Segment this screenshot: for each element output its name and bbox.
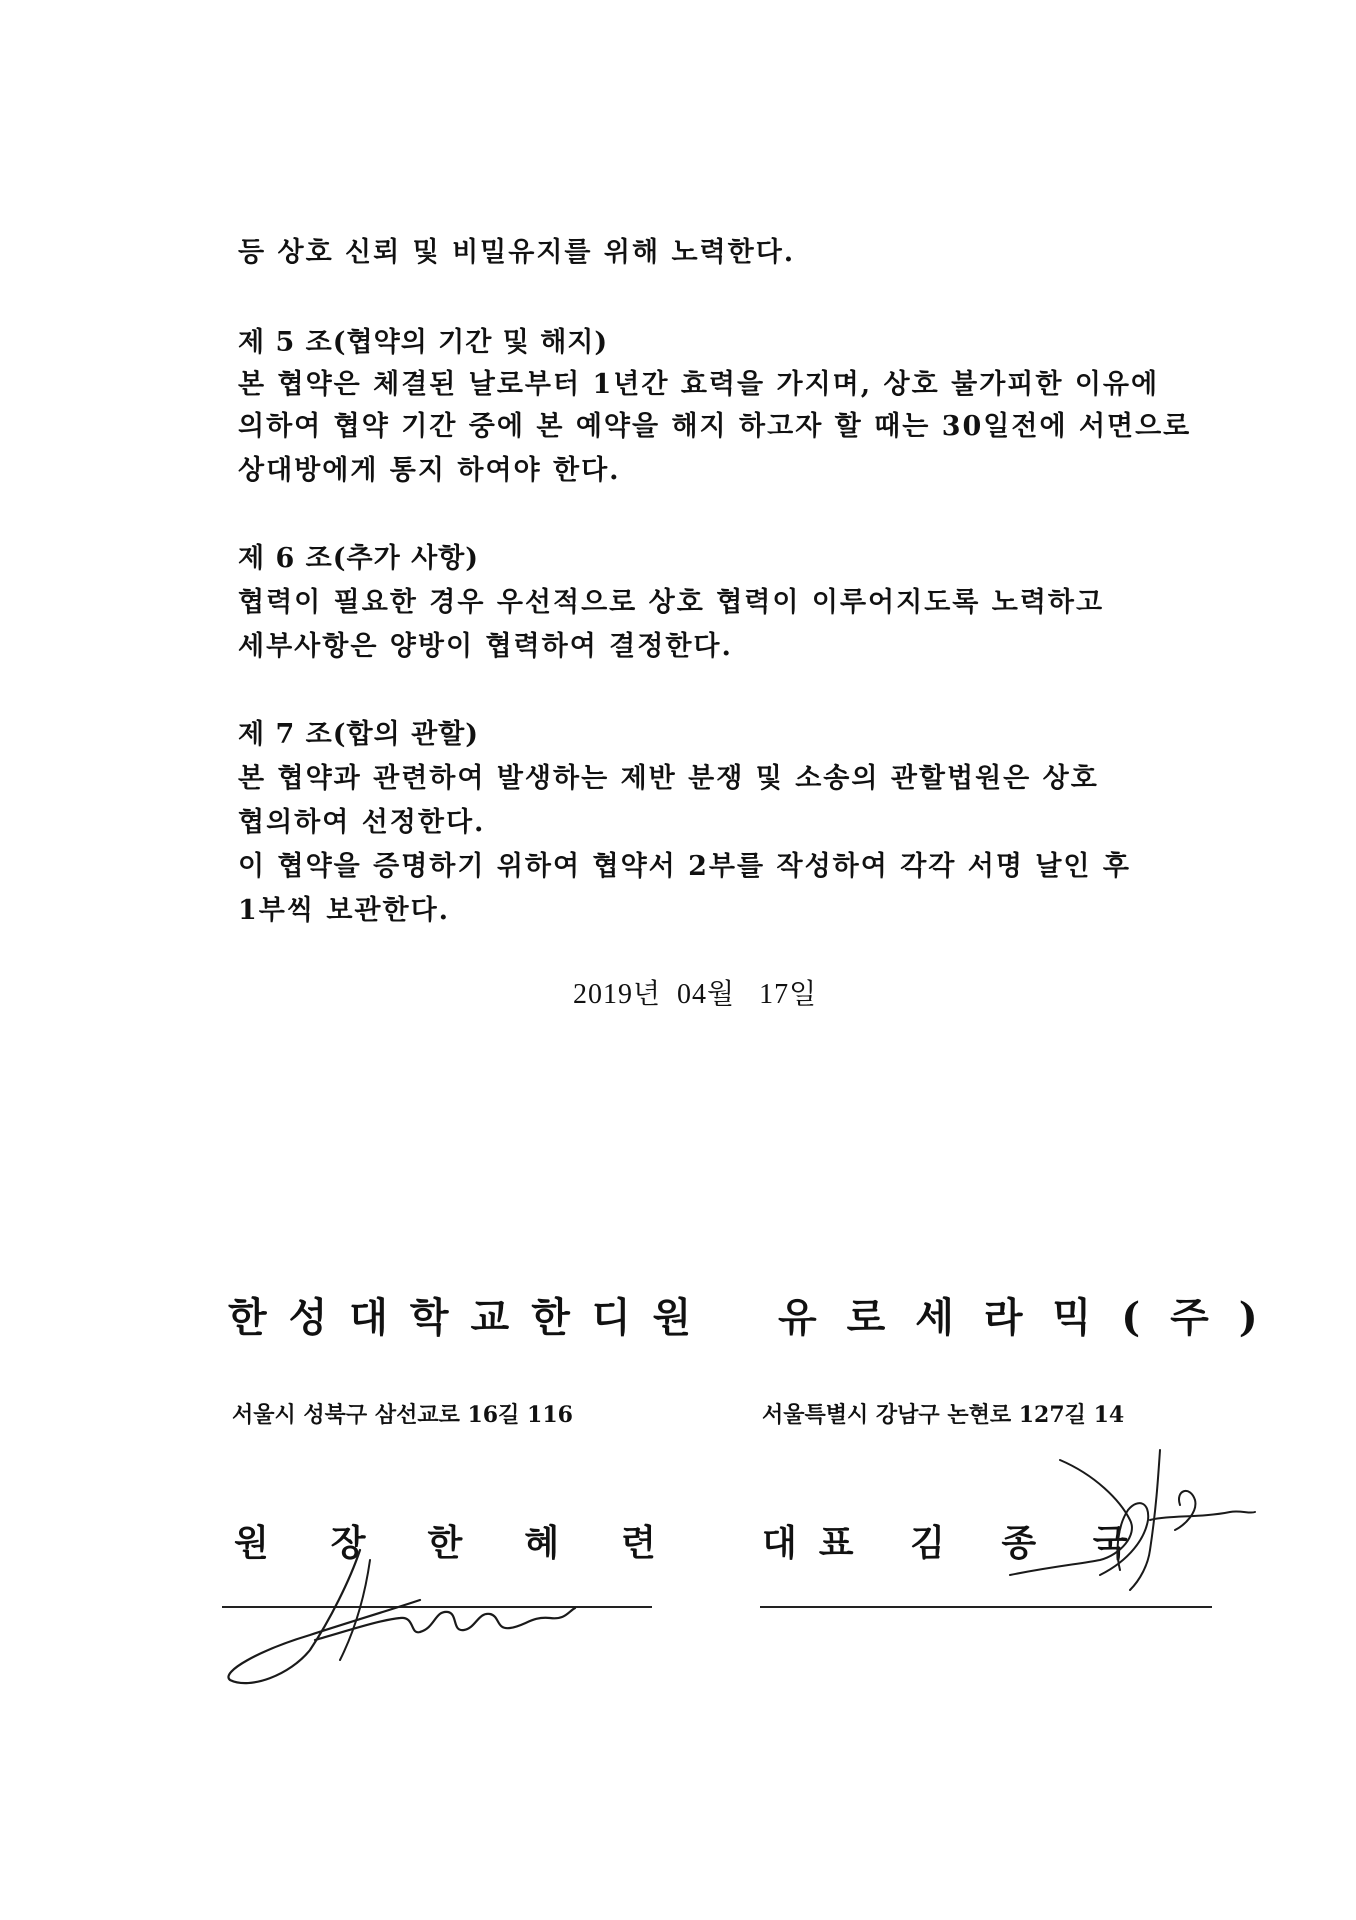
article7-line-3: 이 협약을 증명하기 위하여 협약서 2부를 작성하여 각각 서명 날인 후 xyxy=(238,851,1131,882)
article5-line-3: 상대방에게 통지 하여야 한다. xyxy=(238,455,621,486)
right-party-name: 유로세라믹(주) xyxy=(778,1294,1288,1341)
agreement-date: 2019년 04월 17일 xyxy=(573,979,818,1010)
article7-line-4: 1부씩 보관한다. xyxy=(238,895,451,926)
article6-line-1: 협력이 필요한 경우 우선적으로 상호 협력이 이루어지도록 노력하고 xyxy=(238,587,1105,618)
left-party-address: 서울시 성북구 삼선교로 16길 116 xyxy=(232,1402,573,1428)
right-signer: 대표 김 종 국 xyxy=(762,1522,1150,1564)
article7-heading: 제 7 조(합의 관할) xyxy=(238,719,480,750)
article5-heading: 제 5 조(협약의 기간 및 해지) xyxy=(238,327,609,358)
article5-line-1: 본 협약은 체결된 날로부터 1년간 효력을 가지며, 상호 불가피한 이유에 xyxy=(238,369,1160,400)
intro-line: 등 상호 신뢰 및 비밀유지를 위해 노력한다. xyxy=(238,237,796,268)
article6-heading: 제 6 조(추가 사항) xyxy=(238,543,480,574)
article6-line-2: 세부사항은 양방이 협력하여 결정한다. xyxy=(238,631,733,662)
article5-line-2: 의하여 협약 기간 중에 본 예약을 해지 하고자 할 때는 30일전에 서면으로 xyxy=(238,411,1192,442)
left-signer: 원장한혜련 xyxy=(234,1522,718,1564)
article7-line-2: 협의하여 선정한다. xyxy=(238,807,486,838)
article7-line-1: 본 협약과 관련하여 발생하는 제반 분쟁 및 소송의 관할법원은 상호 xyxy=(238,763,1099,794)
right-handwritten-signature xyxy=(1000,1440,1260,1610)
left-party-name: 한성대학교한디원 xyxy=(228,1294,714,1341)
right-party-address: 서울특별시 강남구 논현로 127길 14 xyxy=(762,1402,1125,1428)
left-handwritten-signature xyxy=(220,1540,640,1690)
